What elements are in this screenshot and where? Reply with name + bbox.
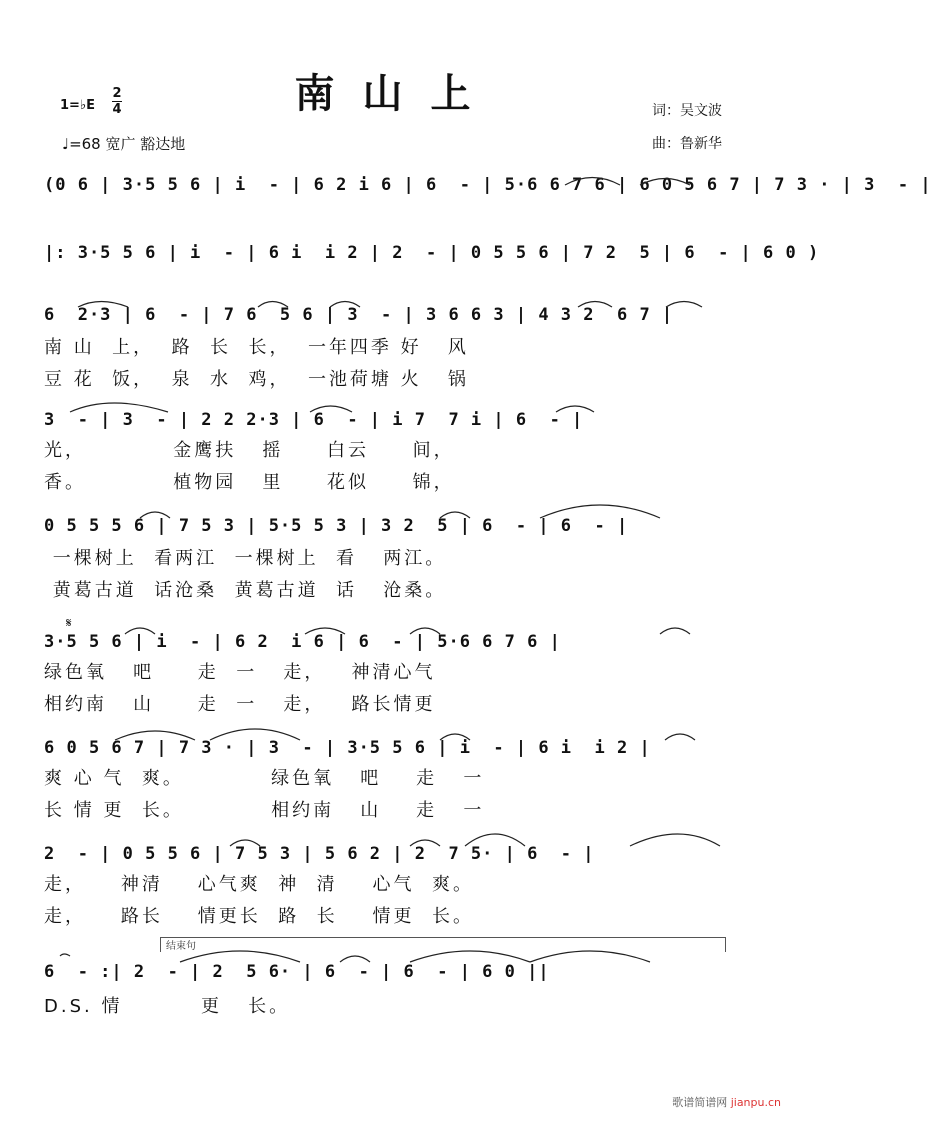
- slur: [330, 302, 360, 308]
- slur: [540, 505, 660, 518]
- slur: [410, 951, 530, 962]
- lyrics-line-3a: 南 山 上， 路 长 长， 一年四季 好 风: [44, 337, 469, 358]
- notes-line-7: 6 0 5 6 7 | 7 3 · | 3 - | 3·5 5 6 | i - | 6 i i 2 |: [44, 738, 651, 758]
- segno-sign: 𝄋: [66, 616, 72, 631]
- slur: [78, 302, 128, 308]
- watermark: [672, 1094, 781, 1110]
- slur: [565, 178, 620, 186]
- notes-line-9: 6 - :| 2 - | 2 5 6· | 6 - | 6 - | 6 0 ||: [44, 962, 550, 982]
- notes-line-4: 3 - | 3 - | 2 2 2·3 | 6 - | i 7 7 i | 6 - |: [44, 410, 584, 430]
- composer-credit: 曲：鲁新华: [652, 136, 722, 152]
- lyrics-line-8b: 走， 路长 情更长 路 长 情更 长。: [44, 906, 474, 927]
- tempo-marking: ♩=68 宽广 豁达地: [62, 135, 186, 153]
- lyrics-line-4a: 光， 金鹰扶 摇 白云 间，: [44, 440, 455, 461]
- slur: [115, 731, 195, 740]
- lyrics-line-8a: 走， 神清 心气爽 神 清 心气 爽。: [44, 874, 474, 895]
- lyrics-line-3b: 豆 花 饭， 泉 水 鸡， 一池荷塘 火 锅: [44, 369, 469, 390]
- lyrics-line-7a: 爽 心 气 爽。 绿色氧 吧 走 一: [44, 768, 485, 789]
- slur: [666, 302, 702, 308]
- slur: [230, 840, 260, 846]
- slur: [640, 179, 690, 186]
- slur: [210, 729, 300, 740]
- watermark-url: jianpu.cn: [730, 1096, 781, 1109]
- notes-line-8: 2 - | 0 5 5 6 | 7 5 3 | 5 6 2 | 2 7 5· | 6 - |: [44, 844, 595, 864]
- lyrics-line-4b: 香。 植物园 里 花似 锦，: [44, 472, 455, 493]
- notes-line-1: (0 6 | 3·5 5 6 | i - | 6 2 i 6 | 6 - | 5·6 6 7 6 | 6 0 5 6 7 | 7 3 · | 3 - |: [44, 175, 932, 195]
- lyrics-line-5b: 黄葛古道 话沧桑 黄葛古道 话 沧桑。: [44, 580, 447, 601]
- key-signature: 1=♭E: [60, 98, 95, 113]
- slur: [660, 628, 690, 634]
- watermark-text: 歌谱简谱网: [672, 1096, 728, 1109]
- lyrics-line-6a: 绿色氧 吧 走 一 走， 神清心气: [44, 662, 436, 683]
- page-title: 南山上: [294, 71, 499, 117]
- slur: [578, 302, 612, 308]
- slur: [258, 302, 288, 308]
- slur: [180, 951, 300, 962]
- slur: [125, 628, 155, 634]
- slur: [410, 628, 440, 634]
- slur: [70, 403, 168, 412]
- slur: [665, 734, 695, 740]
- slur: [556, 406, 594, 412]
- time-signature-bottom: 4: [112, 102, 122, 117]
- slur: [440, 512, 470, 518]
- ending-label: 结束句: [166, 941, 196, 952]
- notes-line-2: |: 3·5 5 6 | i - | 6 i i 2 | 2 - | 0 5 5 6 | 7 2 5 | 6 - | 6 0 ): [44, 243, 820, 263]
- slur: [630, 834, 720, 846]
- time-signature-top: 2: [112, 86, 122, 101]
- slur: [465, 834, 525, 846]
- lyrics-line-7b: 长 情 更 长。 相约南 山 走 一: [44, 800, 485, 821]
- slur: [410, 840, 440, 846]
- notes-line-5: 0 5 5 5 6 | 7 5 3 | 5·5 5 3 | 3 2 5 | 6 - | 6 - |: [44, 516, 629, 536]
- slur: [140, 512, 170, 518]
- lyrics-line-5a: 一棵树上 看两江 一棵树上 看 两江。: [44, 548, 447, 569]
- slur: [60, 954, 70, 956]
- lyrics-line-6b: 相约南 山 走 一 走， 路长情更: [44, 694, 436, 715]
- slur: [440, 734, 470, 740]
- slur: [530, 951, 650, 962]
- slur: [340, 956, 370, 962]
- notes-line-6: 3·5 5 6 | i - | 6 2 i 6 | 6 - | 5·6 6 7 6 |: [44, 632, 561, 652]
- lyrics-line-9a: D.S. 情 更 长。: [44, 996, 291, 1017]
- slur: [310, 406, 352, 412]
- notes-line-3: 6 2·3 | 6 - | 7 6 5 6 | 3 - | 3 6 6 3 | 4 3 2 6 7 |: [44, 305, 674, 325]
- lyricist-credit: 词：吴文波: [652, 103, 722, 119]
- slur: [305, 628, 345, 634]
